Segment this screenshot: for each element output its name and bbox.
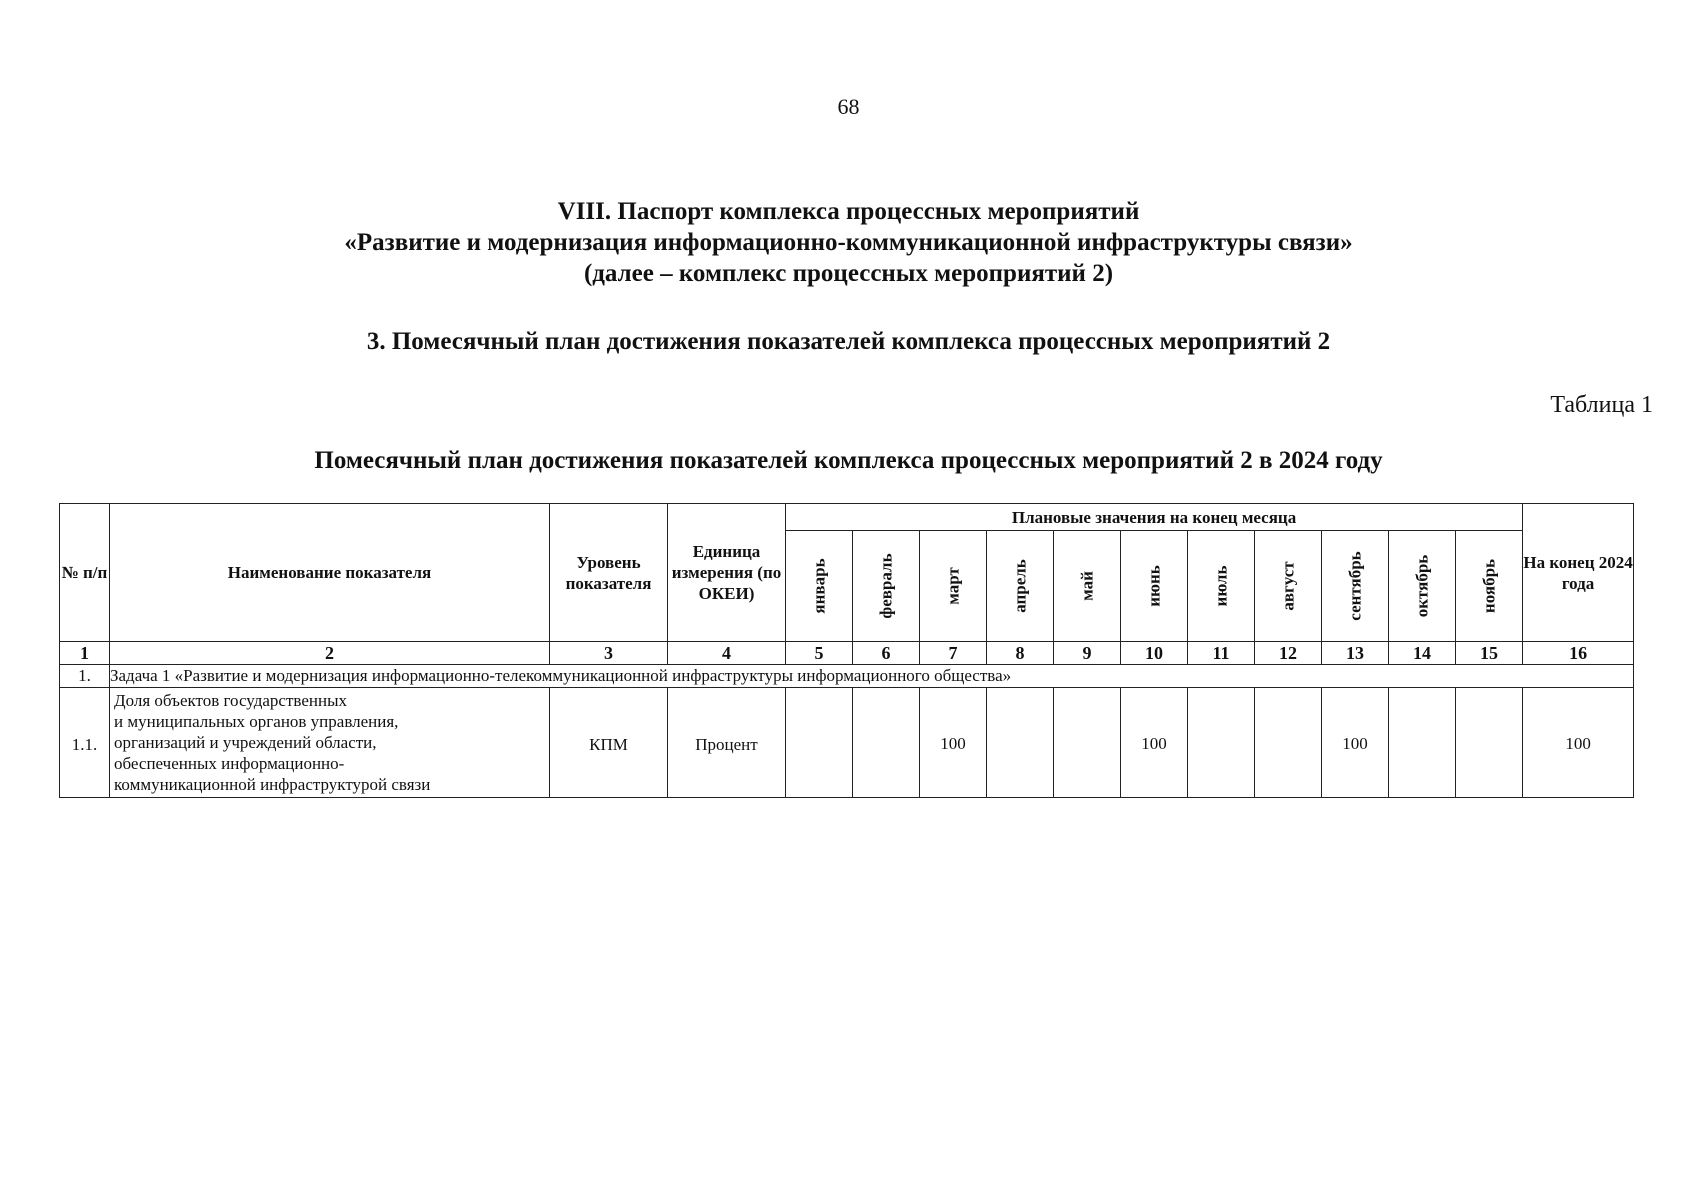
column-number: 4 (668, 642, 786, 665)
value-year-end: 100 (1523, 688, 1634, 798)
value-sep: 100 (1322, 688, 1389, 798)
column-number: 16 (1523, 642, 1634, 665)
row-number: 1.1. (60, 688, 110, 798)
month-label: май (1077, 571, 1097, 601)
section-heading-line-3: (далее – комплекс процессных мероприятий 2) (583, 260, 1114, 287)
month-label: февраль (876, 553, 896, 619)
value-jan (786, 688, 853, 798)
column-number: 11 (1188, 642, 1255, 665)
value-oct (1389, 688, 1456, 798)
month-label: январь (809, 558, 829, 614)
header-month-jul (1188, 531, 1255, 642)
task-row (60, 665, 1634, 688)
indicator-unit: Процент (668, 688, 786, 798)
indicator-name-line: коммуникационной инфраструктурой связи (114, 775, 431, 794)
value-may (1054, 688, 1121, 798)
column-number: 8 (987, 642, 1054, 665)
header-month-sep (1322, 531, 1389, 642)
value-jul (1188, 688, 1255, 798)
column-number: 1 (60, 642, 110, 665)
value-feb (853, 688, 920, 798)
column-number: 12 (1255, 642, 1322, 665)
column-number: 5 (786, 642, 853, 665)
column-number: 2 (110, 642, 550, 665)
value-aug (1255, 688, 1322, 798)
header-num: № п/п (60, 504, 110, 642)
month-label: сентябрь (1345, 551, 1365, 621)
month-label: апрель (1010, 559, 1030, 613)
value-jun: 100 (1121, 688, 1188, 798)
section-heading (0, 196, 1697, 289)
table-label: Таблица 1 (1550, 392, 1653, 418)
page-number: 68 (837, 94, 860, 119)
column-number: 13 (1322, 642, 1389, 665)
month-label: август (1278, 561, 1298, 611)
column-number: 10 (1121, 642, 1188, 665)
header-month-jun (1121, 531, 1188, 642)
header-month-may (1054, 531, 1121, 642)
subsection-heading: 3. Помесячный план достижения показателей комплекса процессных мероприятий 2 (366, 328, 1331, 355)
header-unit: Единица измерения (по ОКЕИ) (668, 504, 786, 642)
indicator-name-line: обеспеченных информационно- (114, 754, 345, 773)
column-number-row (60, 642, 1634, 665)
indicator-name-line: и муниципальных органов управления, (114, 712, 399, 731)
column-number: 14 (1389, 642, 1456, 665)
month-label: ноябрь (1479, 558, 1499, 614)
month-label: октябрь (1412, 554, 1432, 618)
month-label: июнь (1144, 565, 1164, 607)
header-level: Уровень показателя (550, 504, 668, 642)
section-heading-line-1: VIII. Паспорт комплекса процессных мероприятий (557, 198, 1140, 225)
column-number: 7 (920, 642, 987, 665)
header-month-mar (920, 531, 987, 642)
month-label: март (943, 567, 963, 605)
value-apr (987, 688, 1054, 798)
table-row (60, 688, 1634, 798)
header-planned-values: Плановые значения на конец месяца (786, 504, 1523, 531)
task-text: Задача 1 «Развитие и модернизация информационно-телекоммуникационной инфраструктуры информационного общества» (110, 665, 1634, 688)
indicator-name-line: Доля объектов государственных (114, 691, 347, 710)
value-mar: 100 (920, 688, 987, 798)
header-month-aug (1255, 531, 1322, 642)
column-number: 15 (1456, 642, 1523, 665)
header-year-end: На конец 2024 года (1523, 504, 1634, 642)
header-month-feb (853, 531, 920, 642)
value-nov (1456, 688, 1523, 798)
month-label: июль (1211, 565, 1231, 607)
indicator-name (110, 688, 550, 798)
header-month-oct (1389, 531, 1456, 642)
section-heading-line-2: «Развитие и модернизация информационно-коммуникационной инфраструктуры связи» (344, 229, 1353, 256)
column-number: 3 (550, 642, 668, 665)
header-month-nov (1456, 531, 1523, 642)
monthly-plan-table (59, 503, 1634, 798)
header-name: Наименование показателя (110, 504, 550, 642)
indicator-level: КПМ (550, 688, 668, 798)
column-number: 9 (1054, 642, 1121, 665)
table-title: Помесячный план достижения показателей комплекса процессных мероприятий 2 в 2024 году (314, 447, 1383, 474)
task-number: 1. (60, 665, 110, 688)
header-month-apr (987, 531, 1054, 642)
header-month-jan (786, 531, 853, 642)
column-number: 6 (853, 642, 920, 665)
indicator-name-line: организаций и учреждений области, (114, 733, 377, 752)
